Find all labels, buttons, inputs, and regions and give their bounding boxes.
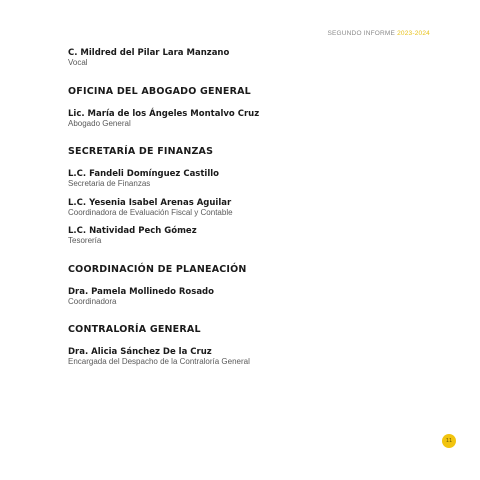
directory-content [68,48,428,385]
person-name: Dra. Alicia Sánchez De la Cruz [68,347,212,357]
section-finanzas [68,146,428,246]
directory-entry [68,347,428,367]
section-abogado-general [68,86,428,129]
person-name: Dra. Pamela Mollinedo Rosado [68,286,214,297]
directory-entry [68,198,428,218]
section-title: OFICINA DEL ABOGADO GENERAL [68,85,251,97]
directory-entry [68,169,428,189]
person-role: Secretaria de Finanzas [68,179,151,188]
person-role: Encargada del Despacho de la Contraloría General [68,357,250,366]
person-role: Coordinadora de Evaluación Fiscal y Contable [68,207,233,217]
section-contraloria [68,324,428,367]
person-name: Lic. María de los Ángeles Montalvo Cruz [68,108,260,119]
person-name: L.C. Natividad Pech Gómez [68,226,197,236]
top-section [68,48,428,68]
report-header [327,30,430,37]
report-label: SEGUNDO INFORME [327,30,396,37]
directory-entry [68,48,428,68]
person-role: Tesorería [68,236,102,245]
directory-entry [68,287,428,307]
person-name: L.C. Yesenia Isabel Arenas Aguilar [68,197,232,208]
section-title: COORDINACIÓN DE PLANEACIÓN [68,263,247,275]
directory-entry [68,226,428,246]
report-year: 2023-2024 [397,30,430,37]
page-number-badge: 11 [442,434,456,448]
section-title: SECRETARÍA DE FINANZAS [68,146,214,157]
person-name: C. Mildred del Pilar Lara Manzano [68,48,230,58]
person-name: L.C. Fandeli Domínguez Castillo [68,169,220,179]
person-role: Abogado General [68,118,131,128]
directory-entry [68,109,428,129]
section-planeacion [68,264,428,307]
section-title: CONTRALORÍA GENERAL [68,324,201,335]
person-role: Coordinadora [68,296,117,306]
person-role: Vocal [68,58,88,67]
